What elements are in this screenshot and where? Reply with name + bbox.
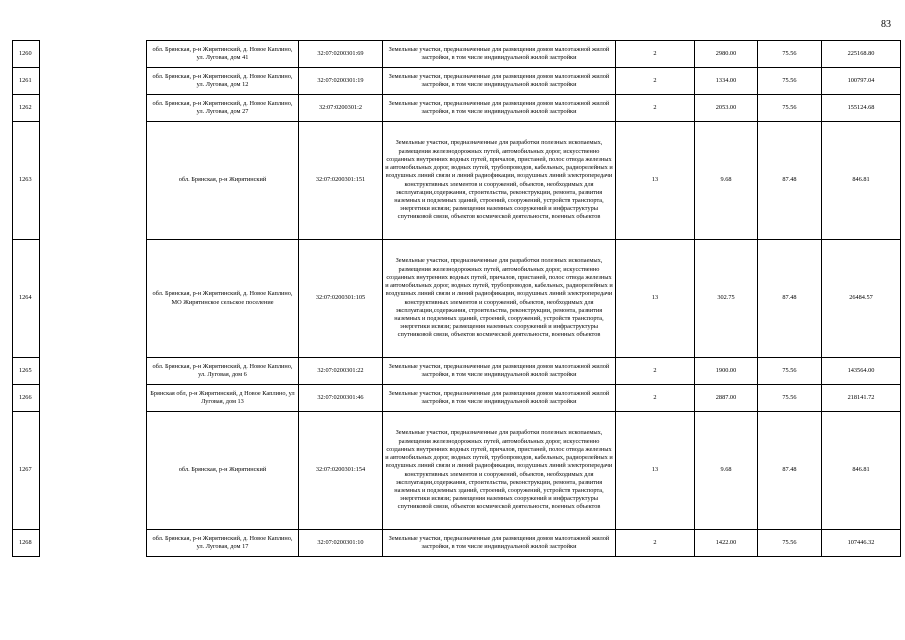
row-number-cell: 1267	[13, 412, 40, 530]
land-use-purpose-cell: Земельные участки, предназначенные для размещения домов малоэтажной жилой застройки, в том числе индивидуальной жилой застройки	[383, 530, 616, 557]
spacer-cell	[40, 412, 147, 530]
spacer-cell	[40, 240, 147, 358]
cadastral-number-cell: 32:07:0200301:69	[299, 41, 383, 68]
row-number-cell: 1268	[13, 530, 40, 557]
land-valuation-table	[12, 40, 901, 557]
rate-cell: 75.56	[758, 95, 822, 122]
row-number-cell: 1261	[13, 68, 40, 95]
table-row	[13, 122, 901, 240]
address-cell: обл. Брянская, р-н Жирятинский, д. Новое Каплино, МО Жирятинское сельское поселение	[147, 240, 299, 358]
land-use-purpose-cell: Земельные участки, предназначенные для размещения домов малоэтажной жилой застройки, в том числе индивидуальной жилой застройки	[383, 95, 616, 122]
land-use-purpose-cell: Земельные участки, предназначенные для разработки полезных ископаемых, размещения железнодорожных путей, автомобильных дорог, искусственно созданных внутренних водных путей, причалов, пристаней, полос отвода железных и автомобильных дорог, водных путей, трубопроводов, кабельных, радиорелейных и воздушных линий связи и линий радиофикации, воздушных линий электропередачи конструктивных элементов и сооружений, объектов, необходимых для эксплуатации,содержания, строительства, реконструкции, ремонта, развития наземных и подземных зданий, строений, сооружений, устройств транспорта, энергетики исвязи; размещения наземных сооружений и инфраструктуры спутниковой связи, объектов космической деятельности, военных объектов	[383, 122, 616, 240]
area-cell: 9.68	[695, 412, 758, 530]
spacer-cell	[40, 68, 147, 95]
cadastral-value-cell: 107446.32	[822, 530, 901, 557]
spacer-cell	[40, 122, 147, 240]
address-cell: обл. Брянская, р-н Жирятинский, д. Новое Каплино, ул. Луговая, дом 41	[147, 41, 299, 68]
group-cell: 2	[616, 41, 695, 68]
rate-cell: 87.48	[758, 240, 822, 358]
group-cell: 2	[616, 385, 695, 412]
row-number-cell: 1260	[13, 41, 40, 68]
address-cell: обл. Брянская, р-н Жирятинский	[147, 122, 299, 240]
cadastral-number-cell: 32:07:0200301:105	[299, 240, 383, 358]
cadastral-number-cell: 32:07:0200301:46	[299, 385, 383, 412]
group-cell: 13	[616, 412, 695, 530]
table-body	[13, 41, 901, 557]
spacer-cell	[40, 530, 147, 557]
group-cell: 2	[616, 68, 695, 95]
table-row	[13, 358, 901, 385]
table-row	[13, 240, 901, 358]
area-cell: 9.68	[695, 122, 758, 240]
rate-cell: 75.56	[758, 530, 822, 557]
cadastral-value-cell: 218141.72	[822, 385, 901, 412]
cadastral-value-cell: 143564.00	[822, 358, 901, 385]
rate-cell: 87.48	[758, 412, 822, 530]
area-cell: 1334.00	[695, 68, 758, 95]
table-row	[13, 41, 901, 68]
group-cell: 2	[616, 95, 695, 122]
cadastral-number-cell: 32:07:0200301:19	[299, 68, 383, 95]
area-cell: 1900.00	[695, 358, 758, 385]
spacer-cell	[40, 95, 147, 122]
page-number: 83	[881, 19, 891, 30]
table-row	[13, 68, 901, 95]
cadastral-number-cell: 32:07:0200301:151	[299, 122, 383, 240]
row-number-cell: 1266	[13, 385, 40, 412]
area-cell: 302.75	[695, 240, 758, 358]
rate-cell: 75.56	[758, 358, 822, 385]
rate-cell: 75.56	[758, 68, 822, 95]
land-valuation-table-wrap	[12, 40, 901, 557]
address-cell: обл. Брянская, р-н Жирятинский, д. Новое Каплино, ул. Луговая, дом 6	[147, 358, 299, 385]
address-cell: обл. Брянская, р-н Жирятинский, д. Новое Каплино, ул. Луговая, дом 27	[147, 95, 299, 122]
land-use-purpose-cell: Земельные участки, предназначенные для размещения домов малоэтажной жилой застройки, в том числе индивидуальной жилой застройки	[383, 68, 616, 95]
cadastral-number-cell: 32:07:0200301:10	[299, 530, 383, 557]
group-cell: 2	[616, 530, 695, 557]
land-use-purpose-cell: Земельные участки, предназначенные для размещения домов малоэтажной жилой застройки, в том числе индивидуальной жилой застройки	[383, 385, 616, 412]
table-row	[13, 95, 901, 122]
row-number-cell: 1262	[13, 95, 40, 122]
row-number-cell: 1263	[13, 122, 40, 240]
cadastral-value-cell: 846.81	[822, 412, 901, 530]
land-use-purpose-cell: Земельные участки, предназначенные для размещения домов малоэтажной жилой застройки, в том числе индивидуальной жилой застройки	[383, 41, 616, 68]
group-cell: 13	[616, 122, 695, 240]
address-cell: обл. Брянская, р-н Жирятинский, д. Новое Каплино, ул. Луговая, дом 12	[147, 68, 299, 95]
cadastral-number-cell: 32:07:0200301:2	[299, 95, 383, 122]
land-use-purpose-cell: Земельные участки, предназначенные для размещения домов малоэтажной жилой застройки, в том числе индивидуальной жилой застройки	[383, 358, 616, 385]
rate-cell: 87.48	[758, 122, 822, 240]
land-use-purpose-cell: Земельные участки, предназначенные для разработки полезных ископаемых, размещения железнодорожных путей, автомобильных дорог, искусственно созданных внутренних водных путей, причалов, пристаней, полос отвода железных и автомобильных дорог, водных путей, трубопроводов, кабельных, радиорелейных и воздушных линий связи и линий радиофикации, воздушных линий электропередачи конструктивных элементов и сооружений, объектов, необходимых для эксплуатации,содержания, строительства, реконструкции, ремонта, развития наземных и подземных зданий, строений, сооружений, устройств транспорта, энергетики исвязи; размещения наземных сооружений и инфраструктуры спутниковой связи, объектов космической деятельности, военных объектов	[383, 240, 616, 358]
group-cell: 2	[616, 358, 695, 385]
address-cell: Брянская обл, р-н Жирятинский, д Новое Каплино, ул Луговая, дом 13	[147, 385, 299, 412]
row-number-cell: 1265	[13, 358, 40, 385]
rate-cell: 75.56	[758, 41, 822, 68]
address-cell: обл. Брянская, р-н Жирятинский, д. Новое Каплино, ул. Луговая, дом 17	[147, 530, 299, 557]
cadastral-value-cell: 155124.68	[822, 95, 901, 122]
cadastral-number-cell: 32:07:0200301:22	[299, 358, 383, 385]
land-use-purpose-cell: Земельные участки, предназначенные для разработки полезных ископаемых, размещения железнодорожных путей, автомобильных дорог, искусственно созданных внутренних водных путей, причалов, пристаней, полос отвода железных и автомобильных дорог, водных путей, трубопроводов, кабельных, радиорелейных и воздушных линий связи и линий радиофикации, воздушных линий электропередачи конструктивных элементов и сооружений, объектов, необходимых для эксплуатации,содержания, строительства, реконструкции, ремонта, развития наземных и подземных зданий, строений, сооружений, устройств транспорта, энергетики исвязи; размещения наземных сооружений и инфраструктуры спутниковой связи, объектов космической деятельности, военных объектов	[383, 412, 616, 530]
cadastral-value-cell: 100797.04	[822, 68, 901, 95]
address-cell: обл. Брянская, р-н Жирятинский	[147, 412, 299, 530]
area-cell: 2887.00	[695, 385, 758, 412]
area-cell: 2053.00	[695, 95, 758, 122]
table-row	[13, 385, 901, 412]
table-row	[13, 412, 901, 530]
cadastral-value-cell: 225168.80	[822, 41, 901, 68]
cadastral-number-cell: 32:07:0200301:154	[299, 412, 383, 530]
cadastral-value-cell: 26484.57	[822, 240, 901, 358]
spacer-cell	[40, 385, 147, 412]
cadastral-value-cell: 846.81	[822, 122, 901, 240]
rate-cell: 75.56	[758, 385, 822, 412]
spacer-cell	[40, 358, 147, 385]
area-cell: 1422.00	[695, 530, 758, 557]
table-row	[13, 530, 901, 557]
group-cell: 13	[616, 240, 695, 358]
row-number-cell: 1264	[13, 240, 40, 358]
spacer-cell	[40, 41, 147, 68]
area-cell: 2980.00	[695, 41, 758, 68]
